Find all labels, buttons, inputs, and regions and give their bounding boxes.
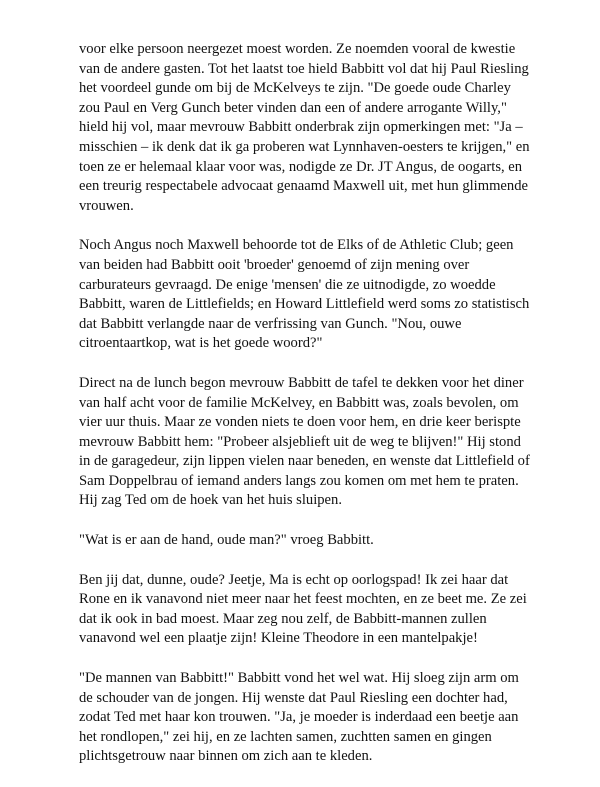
paragraph-4: "Wat is er aan de hand, oude man?" vroeg Babbitt. [79,532,374,549]
paragraph-2: Noch Angus noch Maxwell behoorde tot de Elks of de Athletic Club; geen van beiden had Babbitt ooit 'broeder' genoemd of zijn mening over carburateurs gevraagd. De enige 'mensen' die ze uitnodigde, zo woedde Babbitt, waren de Littlefields; en Howard Littlefield werd soms zo statistisch dat Babbitt verlangde naar de verfrissing van Gunch. "Nou, ouwe citroentaartkop, wat is het goede woord?" [79,237,530,352]
paragraph-5: Ben jij dat, dunne, oude? Jeetje, Ma is echt op oorlogspad! Ik zei haar dat Rone en ik vanavond niet meer naar het feest mochten, en ze beet me. Ze zei dat ik ook in bad moest. Maar zeg nou zelf, de Babbitt-mannen zullen vanavond wel een plaatje zijn! Kleine Theodore in een mantelpakje! [79,571,527,647]
paragraph-3: Direct na de lunch begon mevrouw Babbitt de tafel te dekken voor het diner van half acht voor de familie McKelvey, en Babbitt was, zoals bevolen, om vier uur thuis. Maar ze vonden niets te doen voor hem, en drie keer berispte mevrouw Babbitt hem: "Probeer alsjeblieft uit de weg te blijven!" Hij stond in de garagedeur, zijn lippen vielen naar beneden, en wenste dat Littlefield of Sam Doppelbrau of iemand anders langs zou komen om met hem te praten. Hij zag Ted om de hoek van het huis sluipen. [79,374,530,509]
document-page [79,40,531,787]
paragraph-1: voor elke persoon neergezet moest worden. Ze noemden vooral de kwestie van de andere gasten. Tot het laatst toe hield Babbitt vol dat hij Paul Riesling het voordeel gunde om bij de McKelveys te zijn. "De goede oude Charley zou Paul en Verg Gunch beter vinden dan een of andere arrogante Willy," hield hij vol, maar mevrouw Babbitt onderbrak zijn opmerkingen met: "Ja – misschien – ik denk dat ik ga proberen wat Lynnhaven-oesters te krijgen," en toen ze er helemaal klaar voor was, nodigde ze Dr. JT Angus, de oogarts, en een treurig respectabele advocaat genaamd Maxwell uit, met hun glimmende vrouwen. [79,41,530,214]
paragraph-6: "De mannen van Babbitt!" Babbitt vond het wel wat. Hij sloeg zijn arm om de schouder van de jongen. Hij wenste dat Paul Riesling een dochter had, zodat Ted met haar kon trouwen. "Ja, je moeder is inderdaad een beetje aan het rondlopen," zei hij, en ze lachten samen, zuchtten samen en gingen plichtsgetrouw naar binnen om zich aan te kleden. [79,670,519,765]
